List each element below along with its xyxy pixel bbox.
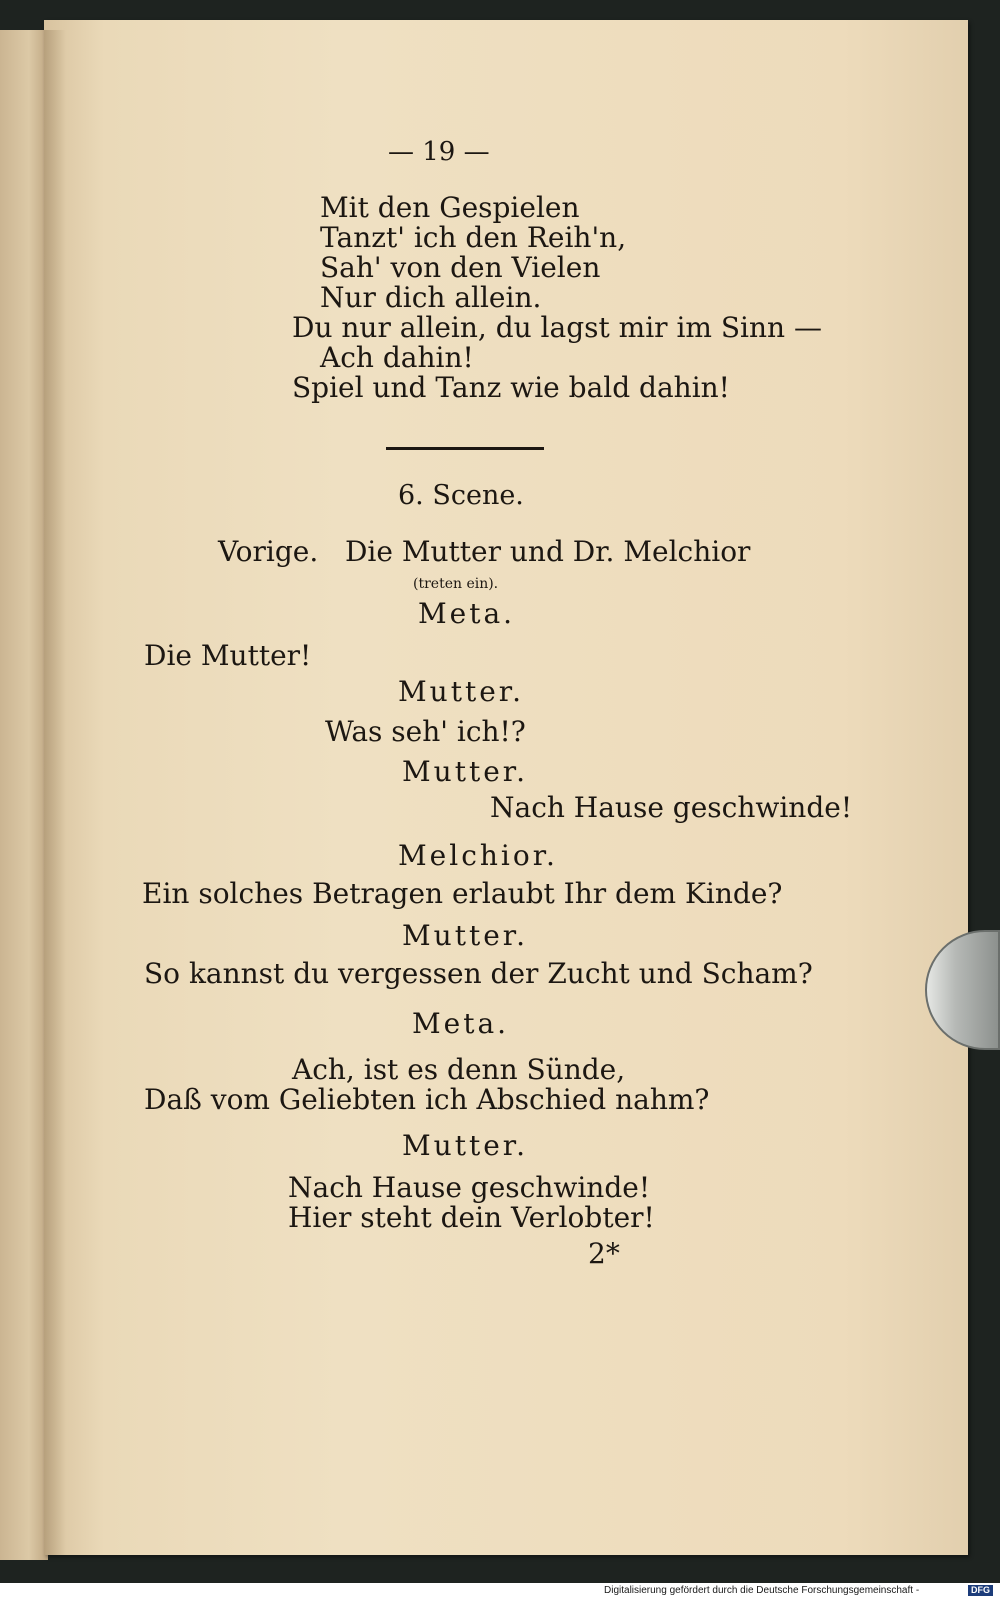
speaker-name: Melchior. bbox=[398, 839, 558, 872]
cast-line: Vorige. Die Mutter und Dr. Melchior bbox=[218, 535, 751, 568]
page-number: — 19 — bbox=[388, 137, 490, 167]
speaker-name: Mutter. bbox=[398, 675, 524, 708]
speaker-name: Meta. bbox=[418, 597, 516, 630]
verse-line: Nur dich allein. bbox=[320, 281, 542, 314]
facing-page-edge bbox=[0, 30, 48, 1560]
verse-line: Ach dahin! bbox=[320, 341, 474, 374]
section-divider bbox=[386, 447, 544, 450]
dfg-logo: DFG bbox=[968, 1585, 993, 1596]
dialogue-line: Hier steht dein Verlobter! bbox=[288, 1201, 655, 1234]
footer-credit: Digitalisierung gefördert durch die Deutsche Forschungsgemeinschaft - bbox=[604, 1585, 920, 1596]
dialogue-line: Ein solches Betragen erlaubt Ihr dem Kinde? bbox=[142, 877, 783, 910]
dialogue-line: Nach Hause geschwinde! bbox=[288, 1171, 651, 1204]
speaker-name: Meta. bbox=[412, 1007, 510, 1040]
speaker-name: Mutter. bbox=[402, 919, 528, 952]
speaker-name: Mutter. bbox=[402, 755, 528, 788]
page-gutter-shadow bbox=[44, 30, 66, 1555]
verse-line: Sah' von den Vielen bbox=[320, 251, 601, 284]
dialogue-line: So kannst du vergessen der Zucht und Scham? bbox=[144, 957, 813, 990]
verse-line: Du nur allein, du lagst mir im Sinn — bbox=[292, 311, 822, 344]
scene-heading: 6. Scene. bbox=[398, 480, 524, 511]
speaker-name: Mutter. bbox=[402, 1129, 528, 1162]
dialogue-line: Daß vom Geliebten ich Abschied nahm? bbox=[144, 1083, 710, 1116]
dialogue-line: Was seh' ich!? bbox=[325, 715, 526, 748]
dialogue-line: Die Mutter! bbox=[144, 639, 312, 672]
dialogue-line: Nach Hause geschwinde! bbox=[490, 791, 853, 824]
signature-mark: 2* bbox=[588, 1237, 620, 1270]
stage-direction: (treten ein). bbox=[413, 576, 499, 592]
verse-line: Tanzt' ich den Reih'n, bbox=[320, 221, 627, 254]
verse-line: Mit den Gespielen bbox=[320, 191, 580, 224]
dialogue-line: Ach, ist es denn Sünde, bbox=[292, 1053, 626, 1086]
verse-line: Spiel und Tanz wie bald dahin! bbox=[292, 371, 730, 404]
